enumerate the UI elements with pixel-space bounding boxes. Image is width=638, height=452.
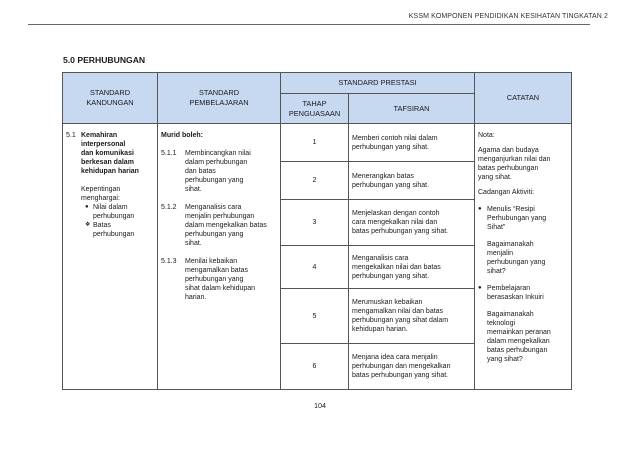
- kandungan-bullet: ● Nilai dalam perhubungan: [85, 204, 135, 220]
- tafsiran-cell: Menjelaskan dengan contoh cara mengekalkan nilai dan batas perhubungan yang sihat.: [349, 200, 475, 246]
- header-standard-prestasi: STANDARD PRESTASI: [281, 73, 475, 94]
- pembelajaran-item: 5.1.3 Menilai kebaikan mengamalkan batas perhubungan yang sihat dalam kehidupan harian.: [161, 258, 256, 301]
- header-tafsiran: TAFSIRAN: [349, 94, 475, 124]
- tafsiran-cell: Merumuskan kebaikan mengamalkan nilai dan batas perhubungan yang sihat dalam kehidupan harian.: [349, 289, 475, 344]
- page-number: 104: [314, 401, 326, 410]
- catatan-cell: [475, 124, 572, 390]
- bullet-icon: ●: [478, 206, 482, 212]
- pembelajaran-item: 5.1.2 Menganalisis cara menjalin perhubungan dalam mengekalkan batas perhubungan yang sihat.: [161, 204, 267, 247]
- activity-item: ● Menulis “Resipi Perhubungan yang Sihat”: [478, 206, 547, 231]
- pembelajaran-item: 5.1.1 Membincangkan nilai dalam perhubungan dan batas perhubungan yang sihat.: [161, 150, 251, 193]
- kandungan-number: 5.1: [66, 132, 76, 139]
- tafsiran-cell: Menjana idea cara menjalin perhubungan dan mengekalkan batas perhubungan yang sihat.: [349, 344, 475, 390]
- curriculum-table: [62, 72, 572, 390]
- standard-kandungan-cell: [63, 124, 158, 390]
- header-tahap-penguasaan: TAHAP PENGUASAAN: [281, 94, 349, 124]
- bullet-icon: ●: [85, 204, 89, 210]
- header-rule: [28, 24, 590, 25]
- bullet-icon: ❖: [85, 222, 91, 228]
- tahap-cell: 4: [281, 246, 349, 289]
- tahap-cell: 2: [281, 162, 349, 200]
- header-standard-kandungan: STANDARD KANDUNGAN: [63, 73, 158, 124]
- section-title: 5.0 PERHUBUNGAN: [63, 55, 146, 65]
- tahap-cell: 1: [281, 124, 349, 162]
- standard-pembelajaran-cell: [158, 124, 281, 390]
- nota-label: Nota:: [478, 132, 495, 139]
- nota-text: Agama dan budaya menganjurkan nilai dan batas perhubungan yang sihat.: [478, 147, 551, 181]
- tafsiran-cell: Menganalisis cara mengekalkan nilai dan batas perhubungan yang sihat.: [349, 246, 475, 289]
- activity-question: Bagaimanakah menjalin perhubungan yang sihat?: [487, 241, 546, 275]
- header-catatan: CATATAN: [475, 73, 572, 124]
- tahap-cell: 6: [281, 344, 349, 390]
- cadangan-label: Cadangan Aktiviti:: [478, 189, 535, 196]
- pembelajaran-lead: Murid boleh:: [161, 132, 203, 139]
- tafsiran-cell: Menerangkan batas perhubungan yang sihat.: [349, 162, 475, 200]
- kandungan-bullet: ❖ Batas perhubungan: [85, 222, 135, 238]
- kandungan-intro: Kepentingan menghargai:: [81, 186, 121, 202]
- activity-question: Bagaimanakah teknologi memainkan peranan dalam mengekalkan batas perhubungan yang sihat?: [487, 311, 551, 363]
- tafsiran-cell: Memberi contoh nilai dalam perhubungan yang sihat.: [349, 124, 475, 162]
- tahap-cell: 3: [281, 200, 349, 246]
- header-standard-pembelajaran: STANDARD PEMBELAJARAN: [158, 73, 281, 124]
- tahap-cell: 5: [281, 289, 349, 344]
- running-header: KSSM KOMPONEN PENDIDIKAN KESIHATAN TINGKATAN 2: [408, 13, 608, 20]
- kandungan-title: Kemahiran interpersonal dan komunikasi berkesan dalam kehidupan harian: [81, 132, 139, 175]
- activity-item: ● Pembelajaran berasaskan Inkuiri: [478, 285, 544, 301]
- bullet-icon: ●: [478, 285, 482, 291]
